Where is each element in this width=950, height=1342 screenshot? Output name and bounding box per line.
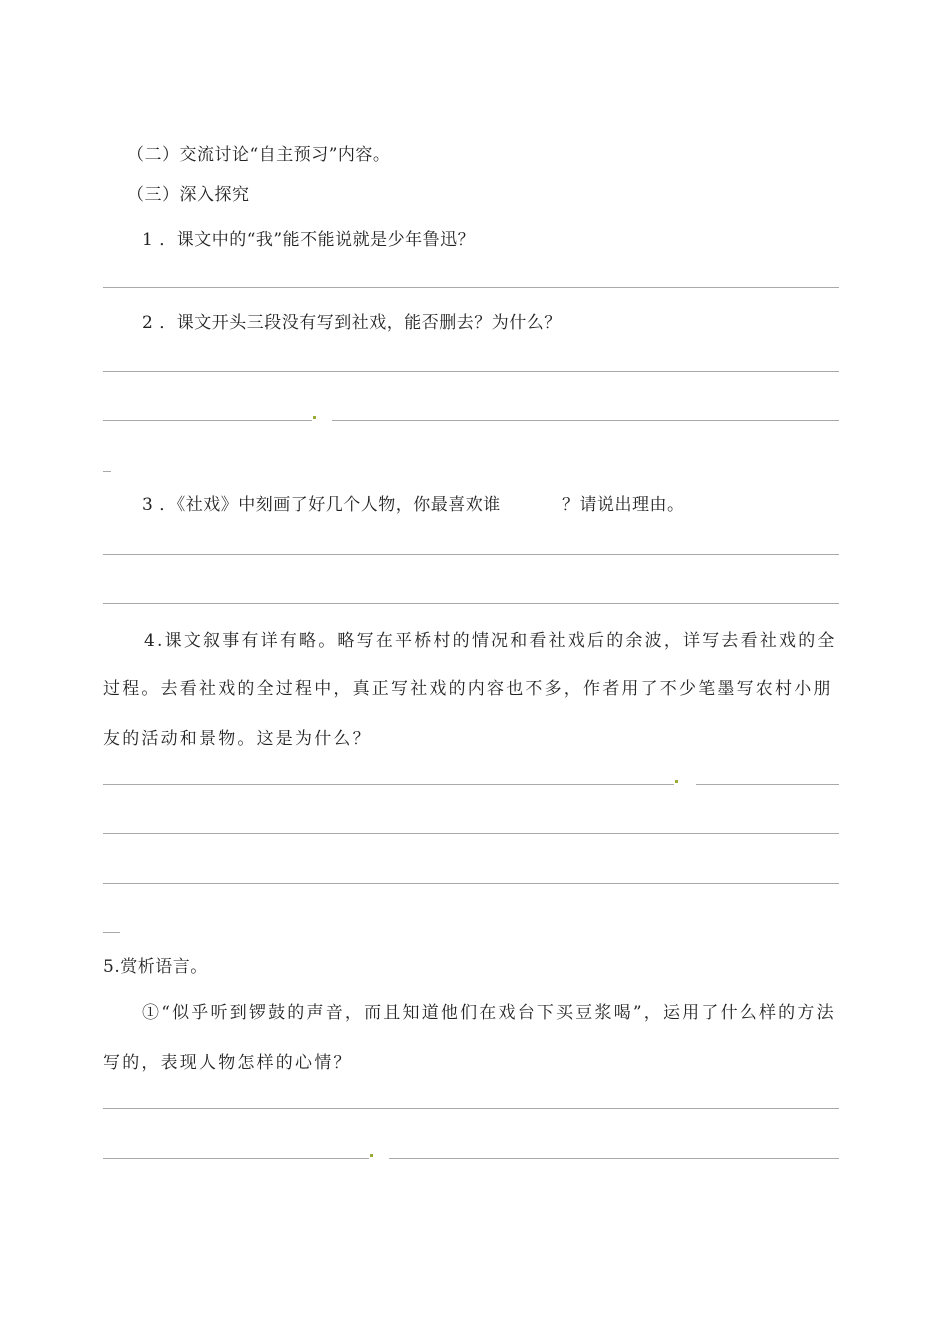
answer-line-stub — [103, 471, 111, 472]
question-2: 2 ．课文开头三段没有写到社戏，能否删去？为什么？ — [142, 313, 562, 333]
question-4-line-3: 友的活动和景物。这是为什么？ — [103, 729, 372, 749]
dot-mark — [370, 1154, 373, 1157]
answer-line — [103, 883, 839, 884]
answer-line-stub — [103, 932, 120, 933]
answer-line — [103, 1108, 839, 1109]
answer-line — [103, 420, 312, 421]
question-1: 1 ．课文中的“我”能不能说就是少年鲁迅？ — [142, 230, 476, 250]
answer-line — [103, 1158, 369, 1159]
answer-line — [103, 784, 674, 785]
section-heading-2: （二）交流讨论“自主预习”内容。 — [127, 145, 391, 165]
answer-line — [103, 833, 839, 834]
question-3-tail: ？请说出理由。 — [562, 495, 685, 515]
question-4-line-1: 4.课文叙事有详有略。略写在平桥村的情况和看社戏后的余波，详写去看社戏的全 — [144, 631, 837, 651]
answer-line — [389, 1158, 839, 1159]
dot-mark — [313, 416, 316, 419]
answer-line — [103, 287, 839, 288]
answer-line — [103, 603, 839, 604]
answer-line — [103, 554, 839, 555]
question-4-line-2: 过程。去看社戏的全过程中，真正写社戏的内容也不多，作者用了不少笔墨写农村小朋 — [103, 679, 833, 699]
question-5-1-line-1: ①“似乎听到锣鼓的声音，而且知道他们在戏台下买豆浆喝”，运用了什么样的方法 — [142, 1003, 836, 1023]
answer-line — [332, 420, 839, 421]
dot-mark — [675, 780, 678, 783]
answer-line — [696, 784, 839, 785]
question-5: 5.赏析语言。 — [103, 957, 208, 977]
question-3: 3 ．《社戏》中刻画了好几个人物，你最喜欢谁 — [142, 495, 501, 515]
answer-line — [103, 371, 839, 372]
section-heading-3: （三）深入探究 — [127, 185, 250, 205]
question-5-1-line-2: 写的，表现人物怎样的心情？ — [103, 1053, 353, 1073]
